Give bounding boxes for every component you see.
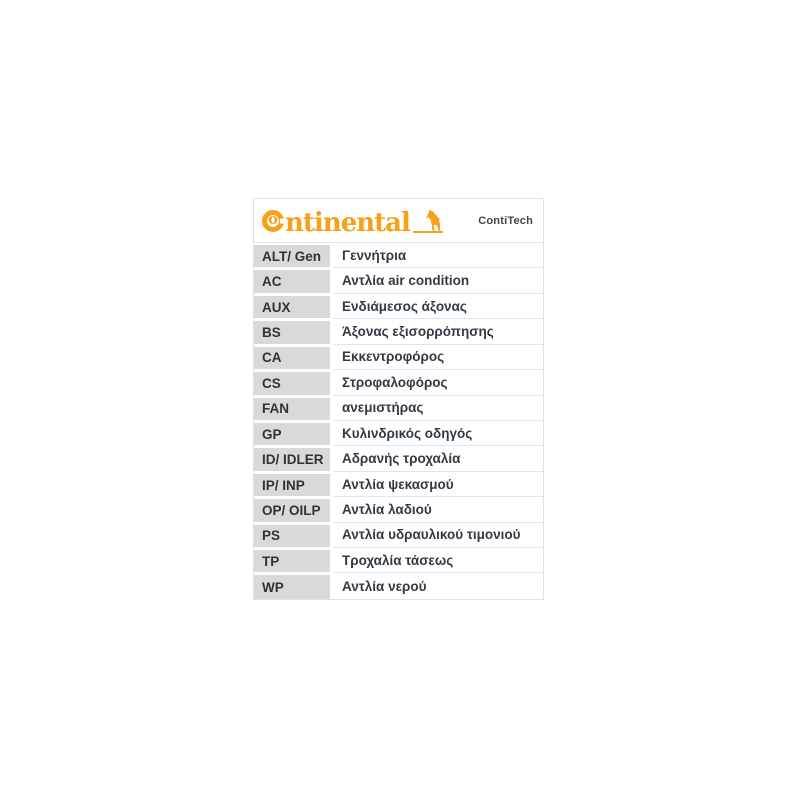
table-row [254, 268, 543, 293]
desc-cell: Αντλία λαδιού [333, 497, 543, 522]
table-row [254, 370, 543, 395]
logo-wordmark-text: ntinental [285, 207, 410, 238]
brand-header [254, 199, 543, 243]
table-row [254, 472, 543, 497]
table-row [254, 294, 543, 319]
desc-cell: Ενδιάμεσος άξονας [333, 294, 543, 319]
table-row [254, 421, 543, 446]
code-cell: CA [254, 345, 333, 370]
desc-cell: Αντλία ψεκασμού [333, 472, 543, 497]
legend-table [254, 243, 543, 599]
code-cell: IP/ INP [254, 472, 333, 497]
desc-cell: ανεμιστήρας [333, 396, 543, 421]
desc-cell: Γεννήτρια [333, 243, 543, 268]
code-cell: BS [254, 319, 333, 344]
horse-svg [426, 209, 441, 231]
table-row [254, 396, 543, 421]
desc-cell: Εκκεντροφόρος [333, 345, 543, 370]
code-cell: AC [254, 268, 333, 293]
code-cell: GP [254, 421, 333, 446]
code-cell: ID/ IDLER [254, 446, 333, 471]
table-row [254, 446, 543, 471]
desc-cell: Κυλινδρικός οδηγός [333, 421, 543, 446]
desc-cell: Άξονας εξισορρόπησης [333, 319, 543, 344]
table-row [254, 523, 543, 548]
continental-logo [262, 207, 443, 238]
continental-horse-icon [413, 209, 443, 233]
code-cell: ALT/ Gen [254, 243, 333, 268]
code-cell: TP [254, 548, 333, 573]
table-row [254, 497, 543, 522]
table-row [254, 345, 543, 370]
code-cell: FAN [254, 396, 333, 421]
conti-legend-card [253, 198, 544, 600]
logo-ring-letter: o [267, 210, 278, 228]
desc-cell: Αδρανής τροχαλία [333, 446, 543, 471]
table-row [254, 243, 543, 268]
continental-c-ring-icon [262, 210, 284, 232]
table-row [254, 319, 543, 344]
contitech-wordmark: ContiTech [478, 214, 533, 227]
table-row [254, 548, 543, 573]
horse-ground-line [413, 231, 443, 233]
desc-cell: Αντλία air condition [333, 268, 543, 293]
desc-cell: Αντλία νερού [333, 573, 543, 598]
desc-cell: Αντλία υδραυλικού τιμονιού [333, 523, 543, 548]
desc-cell: Στροφαλοφόρος [333, 370, 543, 395]
code-cell: AUX [254, 294, 333, 319]
desc-cell: Τροχαλία τάσεως [333, 548, 543, 573]
code-cell: OP/ OILP [254, 497, 333, 522]
c-ring-opening [280, 218, 284, 223]
table-row [254, 573, 543, 598]
code-cell: PS [254, 523, 333, 548]
code-cell: WP [254, 573, 333, 598]
code-cell: CS [254, 370, 333, 395]
